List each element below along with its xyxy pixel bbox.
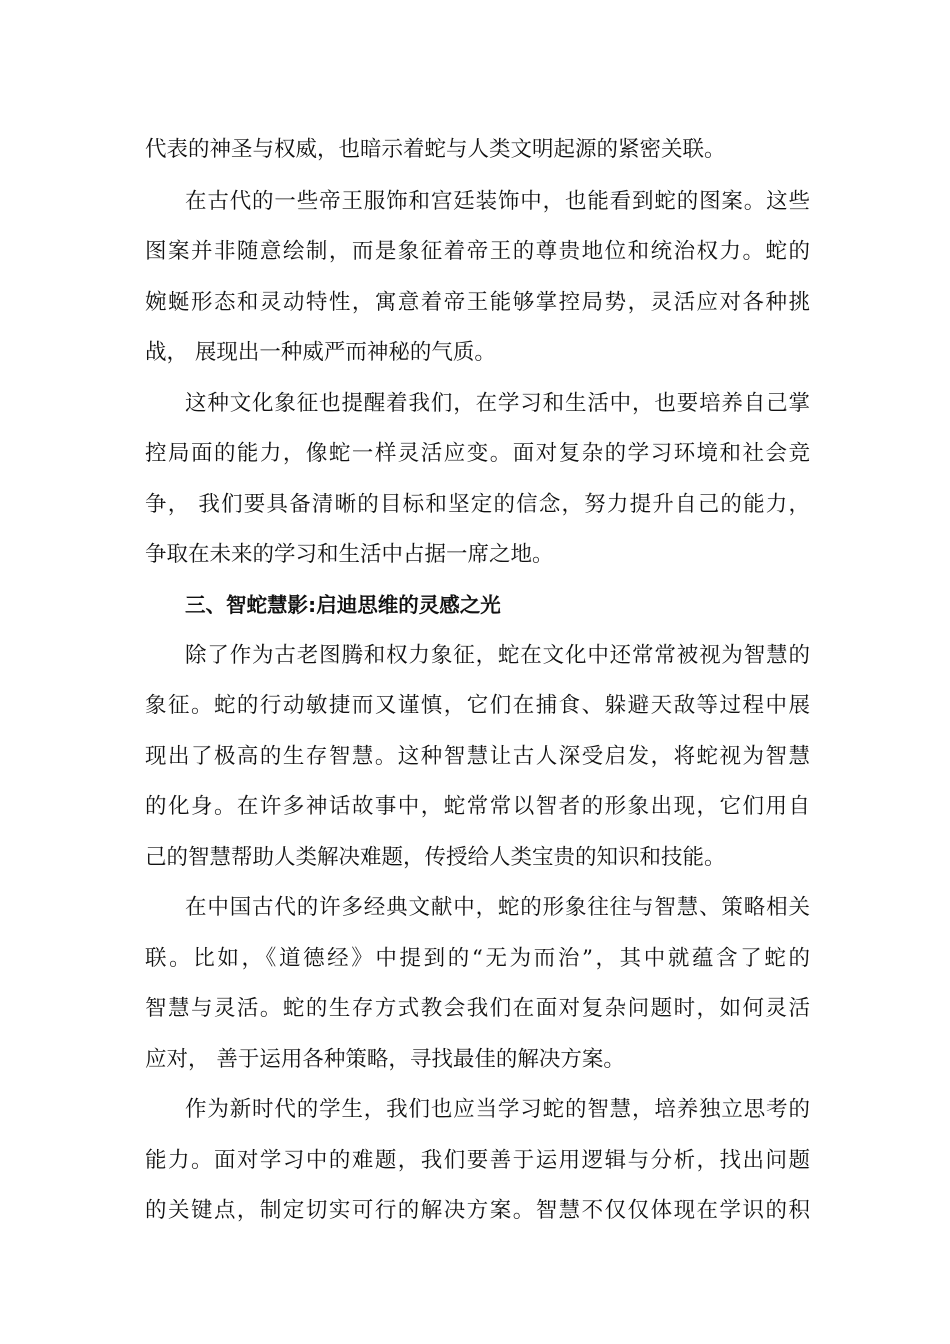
- paragraph-line: 争， 我们要具备清晰的目标和坚定的信念，努力提升自己的能力，: [145, 492, 810, 517]
- paragraph-line: 战， 展现出一种威严而神秘的气质。: [145, 340, 496, 365]
- paragraph-line: 的化身。在许多神话故事中，蛇常常以智者的形象出现，它们用自: [145, 794, 810, 819]
- paragraph-line: 的关键点，制定切实可行的解决方案。智慧不仅仅体现在学识的积: [145, 1198, 810, 1223]
- paragraph-line: 图案并非随意绘制，而是象征着帝王的尊贵地位和统治权力。蛇的: [145, 239, 810, 264]
- paragraph-line: 己的智慧帮助人类解决难题，传授给人类宝贵的知识和技能。: [145, 845, 726, 870]
- paragraph-line: 作为新时代的学生，我们也应当学习蛇的智慧，培养独立思考的: [185, 1097, 810, 1122]
- paragraph-line: 智慧与灵活。蛇的生存方式教会我们在面对复杂问题时，如何灵活: [145, 996, 810, 1021]
- paragraph-line: 这种文化象征也提醒着我们，在学习和生活中，也要培养自己掌: [185, 391, 810, 416]
- section-heading: 三、智蛇慧影:启迪思维的灵感之光: [185, 593, 501, 617]
- paragraph-line: 能力。面对学习中的难题，我们要善于运用逻辑与分析，找出问题: [145, 1148, 810, 1173]
- paragraph-line: 联。比如，《道德经》中提到的“无为而治”，其中就蕴含了蛇的: [145, 946, 810, 971]
- paragraph-line: 现出了极高的生存智慧。这种智慧让古人深受启发，将蛇视为智慧: [145, 744, 810, 769]
- paragraph-line: 婉蜒形态和灵动特性，寓意着帝王能够掌控局势，灵活应对各种挑: [145, 290, 810, 315]
- paragraph-line: 在中国古代的许多经典文献中，蛇的形象往往与智慧、策略相关: [185, 895, 810, 920]
- paragraph-line: 在古代的一些帝王服饰和宫廷装饰中，也能看到蛇的图案。这些: [185, 189, 810, 214]
- paragraph-line: 除了作为古老图腾和权力象征，蛇在文化中还常常被视为智慧的: [185, 643, 810, 668]
- paragraph-line: 争取在未来的学习和生活中占据一席之地。: [145, 542, 554, 567]
- paragraph-line: 应对， 善于运用各种策略，寻找最佳的解决方案。: [145, 1047, 625, 1072]
- paragraph-line: 象征。蛇的行动敏捷而又谨慎，它们在捕食、躲避天敌等过程中展: [145, 693, 810, 718]
- paragraph-line: 控局面的能力，像蛇一样灵活应变。面对复杂的学习环境和社会竞: [145, 441, 810, 466]
- paragraph-line: 代表的神圣与权威，也暗示着蛇与人类文明起源的紧密关联。: [145, 137, 726, 162]
